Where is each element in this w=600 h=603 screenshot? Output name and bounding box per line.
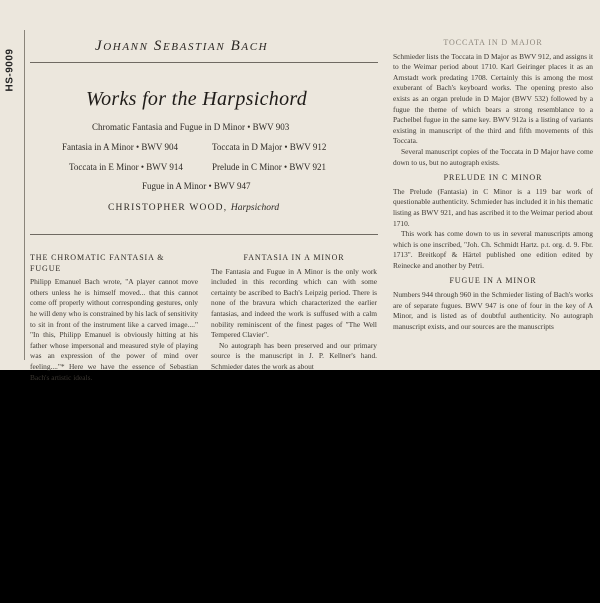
column-fantasia-a-minor [211, 251, 377, 373]
program-line-2-left: Fantasia in A Minor • BWV 904 [62, 142, 178, 152]
heading-fantasia-a-minor: FANTASIA IN A MINOR [243, 253, 345, 262]
paragraph: Several manuscript copies of the Toccata in D Major have come down to us, but no autograph exists. [393, 146, 593, 167]
composer-name: Johann Sebastian Bach [95, 38, 269, 54]
heading-chromatic-fantasia: THE CHROMATIC FANTASIA & FUGUE [30, 253, 165, 273]
paragraph: No autograph has been preserved and our primary source is the manuscript in J. P. Kellner's hand. Schmieder dates the work as about [211, 340, 377, 371]
program-line-4: Fugue in A Minor • BWV 947 [142, 181, 251, 191]
performer-role: Harpsichord [230, 203, 280, 213]
program-line-1: Chromatic Fantasia and Fugue in D Minor • BWV 903 [92, 122, 290, 132]
paragraph: The Fantasia and Fugue in A Minor is the only work included in this recording which can with some certainty be ascribed to Bach's Leipzig period. There is none of the bravura which characterized the earlier fantasias, and indeed the work is suffused with a calm nobility reminiscent of the finest pages of "The Well Tempered Clavier". [211, 266, 377, 340]
program-line-2-right: Toccata in D Major • BWV 912 [212, 142, 327, 152]
catalog-number: HS-9009 [4, 48, 16, 92]
header-rule [30, 62, 378, 63]
heading-prelude-c-minor: PRELUDE IN C MINOR [443, 173, 543, 183]
album-title: Works for the Harpsichord [86, 88, 308, 110]
column-chromatic-fantasia [30, 251, 198, 383]
catalog-number-spine [2, 40, 18, 100]
heading-toccata-d-major: TOCCATA IN D MAJOR [443, 38, 543, 47]
left-margin-rule [24, 30, 25, 360]
section-rule [30, 234, 378, 235]
paragraph: The Prelude (Fantasia) in C Minor is a 119 bar work of questionable authenticity. Schmieder has included it in his thematic listing as BWV 921, and has ascribed it to the Weimar period about 1710. [393, 186, 593, 228]
paragraph: Numbers 944 through 960 in the Schmieder listing of Bach's works are of separate fugues. BWV 947 is one of four in the key of A Minor, and is listed as of doubtful authenticity. No autograph manuscript exists, and our sources are the manuscripts [393, 290, 593, 331]
paragraph: This work has come down to us in several manuscripts among which is one inscribed, "Joh. Ch. Schmidt Hartz. p.t. org. d. 9. Fbr. 1713". Breitkopf & Härtel published one edition edited by Reinecke and another by Petri. [393, 229, 593, 270]
paragraph: Philipp Emanuel Bach wrote, "A player cannot move others unless he is himself moved... that this cannot come off properly without corresponding gestures, only he will deny who is constrained by his lack of sensitivity to sit in front of the instrument like a carved image...." "In this, Philipp Emanuel is obviously hitting at his father whose impersonal and measured style of playing was an expression of the power of mind over feeling...."* Here we have the essence of Sebastian Bach's artistic ideals. [30, 277, 198, 382]
paragraph: Schmieder lists the Toccata in D Major as BWV 912, and assigns it to the Weimar period about 1710. Karl Geiringer places it as an Arnstadt work predating 1708. Certainly this is among the most exuberant of Bach's keyboard works. The opening presto also exists as an organ prelude in D Major (BWV 532) followed by a fugue the theme of which bears a strong resemblance to a Pachelbel fugue in the same key. BWV 912a is a listing of variants existing in manuscript of the third and fifth movements of this Toccata. [393, 51, 593, 146]
performer-name: CHRISTOPHER WOOD, [108, 203, 228, 213]
heading-fugue-a-minor: FUGUE IN A MINOR [449, 276, 537, 286]
program-line-3-right: Prelude in C Minor • BWV 921 [212, 162, 326, 172]
program-line-3-left: Toccata in E Minor • BWV 914 [69, 162, 183, 172]
column-right [393, 36, 593, 332]
performer-credit [108, 203, 279, 213]
